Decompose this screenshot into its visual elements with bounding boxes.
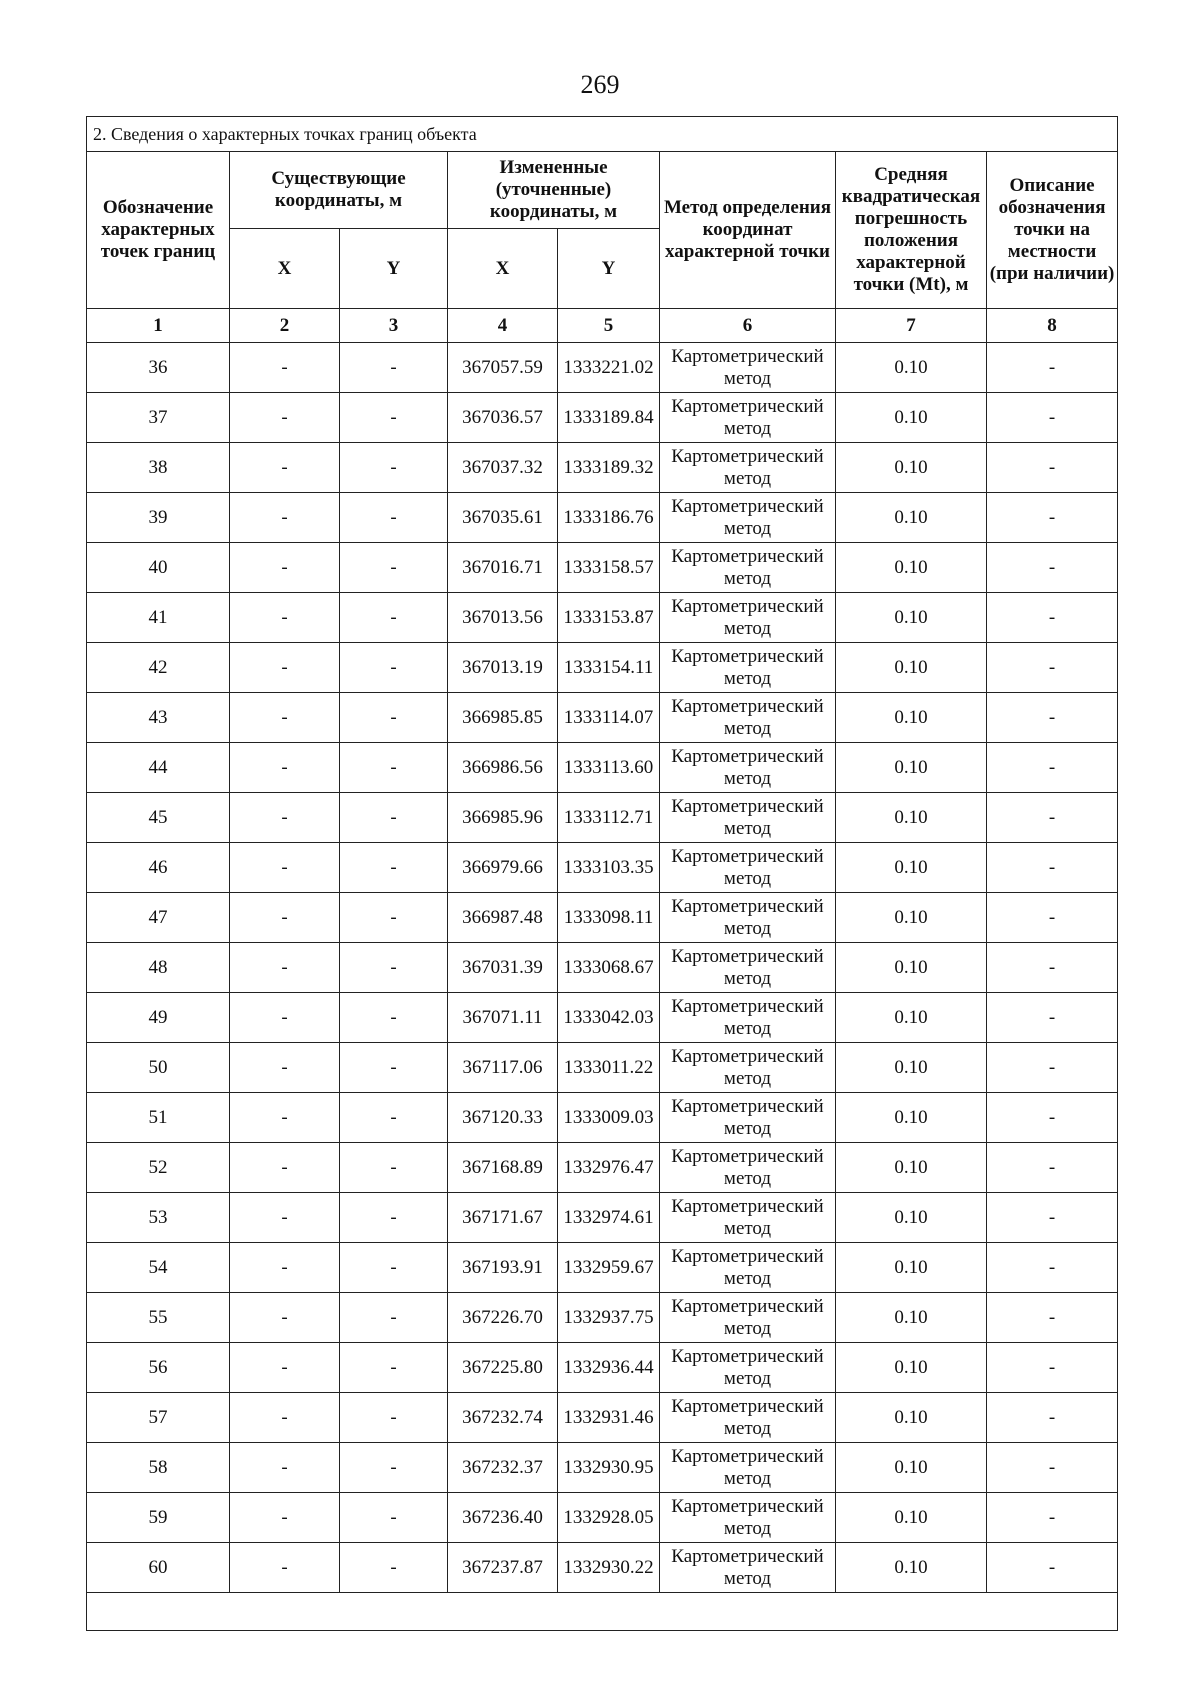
cell-existing-y: -	[340, 1393, 448, 1443]
cell-x: 367232.74	[448, 1393, 558, 1443]
cell-existing-x: -	[230, 843, 340, 893]
cell-point: 52	[87, 1143, 230, 1193]
cell-existing-x: -	[230, 393, 340, 443]
cell-x: 367013.19	[448, 643, 558, 693]
table-row	[87, 693, 1118, 743]
cell-mt: 0.10	[836, 943, 987, 993]
cell-existing-x: -	[230, 1093, 340, 1143]
column-number: 7	[836, 309, 987, 343]
cell-y: 1332931.46	[558, 1393, 660, 1443]
cell-y: 1333189.32	[558, 443, 660, 493]
cell-method: Картометрический метод	[660, 793, 836, 843]
cell-existing-x: -	[230, 1443, 340, 1493]
cell-existing-y: -	[340, 1443, 448, 1493]
cell-method: Картометрический метод	[660, 643, 836, 693]
table-row	[87, 843, 1118, 893]
cell-method: Картометрический метод	[660, 493, 836, 543]
header-point-designation: Обозначение характерных точек границ	[87, 152, 230, 309]
cell-description: -	[987, 1143, 1118, 1193]
cell-method: Картометрический метод	[660, 1093, 836, 1143]
cell-mt: 0.10	[836, 1393, 987, 1443]
cell-y: 1333011.22	[558, 1043, 660, 1093]
cell-description: -	[987, 543, 1118, 593]
cell-mt: 0.10	[836, 1193, 987, 1243]
cell-mt: 0.10	[836, 1043, 987, 1093]
cell-y: 1332959.67	[558, 1243, 660, 1293]
cell-x: 366987.48	[448, 893, 558, 943]
cell-method: Картометрический метод	[660, 343, 836, 393]
cell-point: 40	[87, 543, 230, 593]
cell-mt: 0.10	[836, 593, 987, 643]
cell-method: Картометрический метод	[660, 693, 836, 743]
cell-y: 1332936.44	[558, 1343, 660, 1393]
cell-description: -	[987, 593, 1118, 643]
cell-mt: 0.10	[836, 1293, 987, 1343]
empty-footer-row	[87, 1593, 1118, 1631]
cell-mt: 0.10	[836, 993, 987, 1043]
cell-existing-x: -	[230, 643, 340, 693]
cell-point: 56	[87, 1343, 230, 1393]
cell-point: 46	[87, 843, 230, 893]
cell-description: -	[987, 343, 1118, 393]
cell-existing-y: -	[340, 1493, 448, 1543]
cell-existing-y: -	[340, 1193, 448, 1243]
cell-description: -	[987, 1343, 1118, 1393]
cell-method: Картометрический метод	[660, 893, 836, 943]
cell-y: 1333154.11	[558, 643, 660, 693]
cell-existing-y: -	[340, 1343, 448, 1393]
header-existing-coords: Существующие координаты, м	[230, 152, 448, 229]
cell-existing-y: -	[340, 793, 448, 843]
cell-description: -	[987, 743, 1118, 793]
cell-point: 49	[87, 993, 230, 1043]
cell-method: Картометрический метод	[660, 1393, 836, 1443]
cell-method: Картометрический метод	[660, 1543, 836, 1593]
cell-x: 367071.11	[448, 993, 558, 1043]
cell-existing-y: -	[340, 1293, 448, 1343]
cell-y: 1332974.61	[558, 1193, 660, 1243]
cell-x: 367013.56	[448, 593, 558, 643]
cell-x: 367168.89	[448, 1143, 558, 1193]
cell-existing-x: -	[230, 743, 340, 793]
column-number: 2	[230, 309, 340, 343]
cell-existing-y: -	[340, 543, 448, 593]
cell-y: 1333009.03	[558, 1093, 660, 1143]
header-existing-y: Y	[340, 229, 448, 309]
table-row	[87, 393, 1118, 443]
cell-existing-x: -	[230, 343, 340, 393]
cell-y: 1332930.95	[558, 1443, 660, 1493]
table-row	[87, 1093, 1118, 1143]
table-row	[87, 993, 1118, 1043]
cell-point: 59	[87, 1493, 230, 1543]
cell-point: 45	[87, 793, 230, 843]
cell-point: 47	[87, 893, 230, 943]
cell-description: -	[987, 893, 1118, 943]
cell-mt: 0.10	[836, 1143, 987, 1193]
cell-existing-y: -	[340, 1093, 448, 1143]
cell-y: 1332937.75	[558, 1293, 660, 1343]
cell-existing-y: -	[340, 943, 448, 993]
cell-method: Картометрический метод	[660, 1293, 836, 1343]
cell-method: Картометрический метод	[660, 593, 836, 643]
cell-method: Картометрический метод	[660, 943, 836, 993]
cell-description: -	[987, 643, 1118, 693]
cell-existing-x: -	[230, 1193, 340, 1243]
table-row	[87, 1043, 1118, 1093]
cell-description: -	[987, 393, 1118, 443]
cell-existing-y: -	[340, 643, 448, 693]
table-row	[87, 943, 1118, 993]
cell-mt: 0.10	[836, 743, 987, 793]
cell-y: 1333189.84	[558, 393, 660, 443]
cell-existing-x: -	[230, 693, 340, 743]
cell-method: Картометрический метод	[660, 1043, 836, 1093]
cell-method: Картометрический метод	[660, 393, 836, 443]
cell-point: 43	[87, 693, 230, 743]
cell-existing-x: -	[230, 1543, 340, 1593]
cell-x: 367035.61	[448, 493, 558, 543]
cell-x: 367120.33	[448, 1093, 558, 1143]
header-changed-coords: Измененные (уточненные) координаты, м	[448, 152, 660, 229]
cell-method: Картометрический метод	[660, 1143, 836, 1193]
cell-point: 37	[87, 393, 230, 443]
cell-method: Картометрический метод	[660, 443, 836, 493]
table-row	[87, 643, 1118, 693]
cell-existing-y: -	[340, 693, 448, 743]
boundary-points-table	[86, 116, 1118, 1631]
cell-y: 1333103.35	[558, 843, 660, 893]
table-row	[87, 543, 1118, 593]
cell-x: 367232.37	[448, 1443, 558, 1493]
cell-existing-y: -	[340, 1043, 448, 1093]
cell-existing-x: -	[230, 1393, 340, 1443]
cell-point: 39	[87, 493, 230, 543]
cell-mt: 0.10	[836, 443, 987, 493]
cell-x: 367171.67	[448, 1193, 558, 1243]
cell-point: 58	[87, 1443, 230, 1493]
header-error: Средняя квадратическая погрешность положения характерной точки (Mt), м	[836, 152, 987, 309]
cell-y: 1333221.02	[558, 343, 660, 393]
cell-existing-y: -	[340, 343, 448, 393]
table-body	[87, 343, 1118, 1593]
table-row	[87, 1493, 1118, 1543]
cell-mt: 0.10	[836, 393, 987, 443]
cell-description: -	[987, 1543, 1118, 1593]
cell-existing-y: -	[340, 743, 448, 793]
column-number: 1	[87, 309, 230, 343]
cell-mt: 0.10	[836, 543, 987, 593]
cell-mt: 0.10	[836, 343, 987, 393]
cell-method: Картометрический метод	[660, 993, 836, 1043]
cell-existing-x: -	[230, 943, 340, 993]
table-row	[87, 1293, 1118, 1343]
cell-point: 44	[87, 743, 230, 793]
cell-x: 367036.57	[448, 393, 558, 443]
cell-x: 366979.66	[448, 843, 558, 893]
column-number: 4	[448, 309, 558, 343]
table-row	[87, 493, 1118, 543]
table-row	[87, 343, 1118, 393]
cell-existing-y: -	[340, 1543, 448, 1593]
cell-method: Картометрический метод	[660, 743, 836, 793]
cell-existing-y: -	[340, 993, 448, 1043]
cell-description: -	[987, 1393, 1118, 1443]
page-number: 269	[580, 70, 620, 99]
cell-y: 1333113.60	[558, 743, 660, 793]
cell-point: 55	[87, 1293, 230, 1343]
cell-point: 51	[87, 1093, 230, 1143]
cell-existing-x: -	[230, 1343, 340, 1393]
cell-method: Картометрический метод	[660, 843, 836, 893]
cell-mt: 0.10	[836, 793, 987, 843]
cell-existing-y: -	[340, 493, 448, 543]
cell-existing-y: -	[340, 1243, 448, 1293]
cell-y: 1333158.57	[558, 543, 660, 593]
cell-point: 41	[87, 593, 230, 643]
cell-y: 1333042.03	[558, 993, 660, 1043]
cell-description: -	[987, 1093, 1118, 1143]
column-number: 3	[340, 309, 448, 343]
cell-description: -	[987, 993, 1118, 1043]
cell-point: 36	[87, 343, 230, 393]
table-row	[87, 443, 1118, 493]
cell-x: 367057.59	[448, 343, 558, 393]
cell-x: 366986.56	[448, 743, 558, 793]
cell-method: Картометрический метод	[660, 1243, 836, 1293]
cell-x: 366985.96	[448, 793, 558, 843]
cell-mt: 0.10	[836, 1493, 987, 1543]
cell-description: -	[987, 843, 1118, 893]
cell-method: Картометрический метод	[660, 1193, 836, 1243]
cell-point: 57	[87, 1393, 230, 1443]
table-row	[87, 1143, 1118, 1193]
cell-mt: 0.10	[836, 1093, 987, 1143]
cell-description: -	[987, 1043, 1118, 1093]
cell-existing-y: -	[340, 443, 448, 493]
cell-point: 50	[87, 1043, 230, 1093]
cell-mt: 0.10	[836, 1443, 987, 1493]
cell-existing-x: -	[230, 543, 340, 593]
cell-description: -	[987, 693, 1118, 743]
cell-y: 1332976.47	[558, 1143, 660, 1193]
cell-point: 54	[87, 1243, 230, 1293]
header-changed-x: X	[448, 229, 558, 309]
cell-existing-x: -	[230, 793, 340, 843]
cell-mt: 0.10	[836, 843, 987, 893]
table-row	[87, 743, 1118, 793]
cell-point: 48	[87, 943, 230, 993]
cell-x: 367237.87	[448, 1543, 558, 1593]
cell-existing-x: -	[230, 443, 340, 493]
table-row	[87, 1543, 1118, 1593]
cell-x: 367117.06	[448, 1043, 558, 1093]
cell-method: Картометрический метод	[660, 1493, 836, 1543]
cell-description: -	[987, 443, 1118, 493]
cell-y: 1332928.05	[558, 1493, 660, 1543]
cell-x: 367236.40	[448, 1493, 558, 1543]
header-existing-x: X	[230, 229, 340, 309]
table-row	[87, 1193, 1118, 1243]
cell-mt: 0.10	[836, 493, 987, 543]
table-row	[87, 1243, 1118, 1293]
cell-mt: 0.10	[836, 693, 987, 743]
cell-existing-x: -	[230, 593, 340, 643]
cell-y: 1333112.71	[558, 793, 660, 843]
cell-description: -	[987, 1193, 1118, 1243]
cell-method: Картометрический метод	[660, 1343, 836, 1393]
cell-mt: 0.10	[836, 643, 987, 693]
header-description: Описание обозначения точки на местности (при наличии)	[987, 152, 1118, 309]
cell-existing-x: -	[230, 893, 340, 943]
cell-existing-y: -	[340, 893, 448, 943]
cell-existing-y: -	[340, 593, 448, 643]
header-changed-y: Y	[558, 229, 660, 309]
cell-existing-x: -	[230, 493, 340, 543]
cell-x: 367225.80	[448, 1343, 558, 1393]
table-row	[87, 1393, 1118, 1443]
table-row	[87, 893, 1118, 943]
cell-point: 42	[87, 643, 230, 693]
table-row	[87, 593, 1118, 643]
column-number: 8	[987, 309, 1118, 343]
cell-existing-x: -	[230, 1293, 340, 1343]
cell-existing-x: -	[230, 993, 340, 1043]
cell-y: 1333186.76	[558, 493, 660, 543]
cell-existing-y: -	[340, 393, 448, 443]
cell-description: -	[987, 1493, 1118, 1543]
cell-existing-x: -	[230, 1493, 340, 1543]
cell-y: 1332930.22	[558, 1543, 660, 1593]
cell-y: 1333068.67	[558, 943, 660, 993]
cell-y: 1333114.07	[558, 693, 660, 743]
cell-description: -	[987, 1293, 1118, 1343]
cell-existing-y: -	[340, 1143, 448, 1193]
cell-point: 60	[87, 1543, 230, 1593]
cell-x: 367226.70	[448, 1293, 558, 1343]
column-number: 5	[558, 309, 660, 343]
cell-y: 1333153.87	[558, 593, 660, 643]
cell-existing-x: -	[230, 1143, 340, 1193]
cell-method: Картометрический метод	[660, 1443, 836, 1493]
cell-x: 366985.85	[448, 693, 558, 743]
table-row	[87, 1343, 1118, 1393]
cell-description: -	[987, 943, 1118, 993]
cell-x: 367193.91	[448, 1243, 558, 1293]
section-title: 2. Сведения о характерных точках границ объекта	[87, 117, 1118, 152]
cell-mt: 0.10	[836, 1543, 987, 1593]
table-row	[87, 793, 1118, 843]
cell-method: Картометрический метод	[660, 543, 836, 593]
header-method: Метод определения координат характерной точки	[660, 152, 836, 309]
cell-description: -	[987, 1243, 1118, 1293]
cell-x: 367037.32	[448, 443, 558, 493]
cell-description: -	[987, 493, 1118, 543]
cell-x: 367016.71	[448, 543, 558, 593]
table-row	[87, 1443, 1118, 1493]
cell-mt: 0.10	[836, 1343, 987, 1393]
cell-y: 1333098.11	[558, 893, 660, 943]
cell-description: -	[987, 793, 1118, 843]
cell-description: -	[987, 1443, 1118, 1493]
cell-existing-x: -	[230, 1243, 340, 1293]
cell-mt: 0.10	[836, 1243, 987, 1293]
cell-existing-y: -	[340, 843, 448, 893]
column-number: 6	[660, 309, 836, 343]
cell-point: 53	[87, 1193, 230, 1243]
cell-existing-x: -	[230, 1043, 340, 1093]
cell-x: 367031.39	[448, 943, 558, 993]
cell-point: 38	[87, 443, 230, 493]
cell-mt: 0.10	[836, 893, 987, 943]
